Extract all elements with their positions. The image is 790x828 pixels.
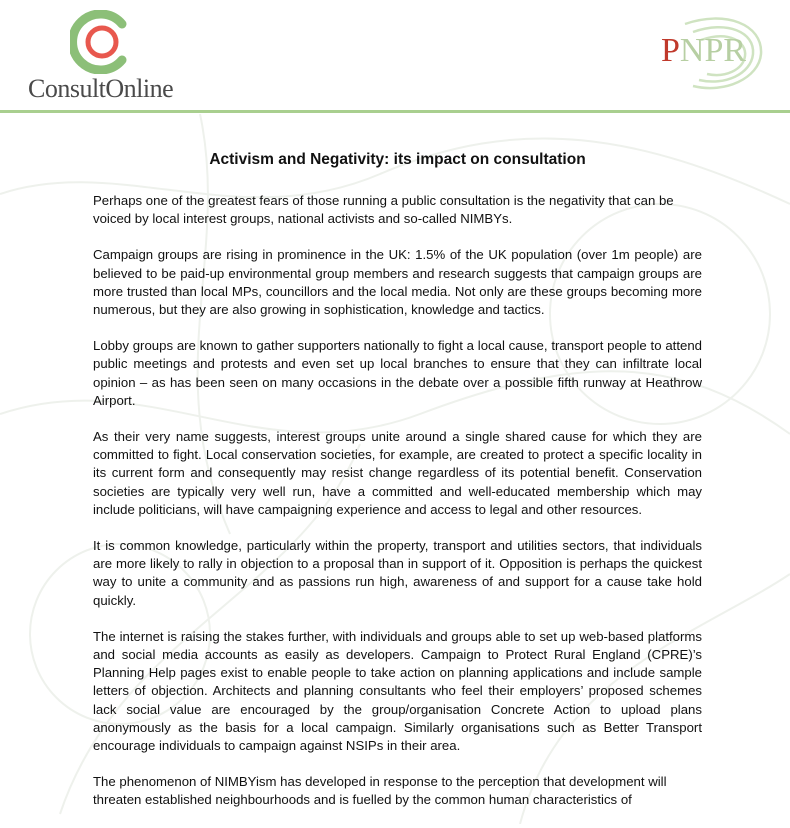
paragraph-3: Lobby groups are known to gather supporters nationally to fight a local cause, transport people to attend public meetings and protests and even set up local branches to ensure that they can infiltrate local opinion – as has been seen on many occasions in the debate over a possible fifth runway at Heathrow Airport.: [93, 338, 702, 408]
pnpr-wordmark-rest: NPR: [679, 32, 747, 69]
pnpr-wordmark: [661, 32, 746, 70]
paragraph-4: As their very name suggests, interest groups unite around a single shared cause for which they are committed to fight. Local conservation societies, for example, are created to protect a specific locality in its current form and consequently may resist change regardless of its potential benefit. Conservation societies are typically very well run, have a committed and well-educated membership which may include politicians, will have campaigning experience and access to legal and other resources.: [93, 429, 702, 517]
paragraph-2: Campaign groups are rising in prominence in the UK: 1.5% of the UK population (over 1m people) are believed to be paid-up environmental group members and research suggests that campaign groups are more trusted than local MPs, councillors and the local media. Not only are these groups becoming more numerous, but they are also growing in sophistication, knowledge and tactics.: [93, 247, 702, 318]
pnpr-logo: [655, 12, 770, 94]
paragraph-7: The phenomenon of NIMBYism has developed in response to the perception that development will threaten established neighbourhoods and is fuelled by the common human characteristics of: [93, 774, 667, 808]
paragraph-6: The internet is raising the stakes further, with individuals and groups able to set up web-based platforms and social media accounts as easily as developers. Campaign to Protect Rural England (CPRE)’s Planning Help pages exist to enable people to take action on planning applications and include sample letters of objection. Architects and planning consultants who feel their employers’ proposed schemes lack social value are encouraged by the group/organisation Concrete Action to upload plans anonymously as the basis for a local campaign. Similarly organisations such as Better Transport encourage individuals to campaign against NSIPs in their area.: [93, 628, 702, 754]
page-header: [0, 0, 790, 112]
consultonline-wordmark: ConsultOnline: [28, 74, 174, 103]
pnpr-wordmark-first-letter: P: [661, 32, 680, 69]
paragraph-1: Perhaps one of the greatest fears of those running a public consultation is the negativity that can be voiced by local interest groups, national activists and so-called NIMBYs.: [93, 193, 674, 227]
document-title: Activism and Negativity: its impact on consultation: [209, 151, 586, 168]
header-divider: [0, 110, 790, 113]
c-ring-logo-icon: [70, 10, 134, 74]
consultonline-logo: [28, 10, 178, 103]
paragraph-5: It is common knowledge, particularly within the property, transport and utilities sectors, that individuals are more likely to rally in objection to a proposal than in support of it. Opposition is perhaps the quickest way to unite a community and as passions run high, awareness of and support for a cause take hold quickly.: [93, 538, 702, 608]
document-body: [93, 150, 702, 828]
